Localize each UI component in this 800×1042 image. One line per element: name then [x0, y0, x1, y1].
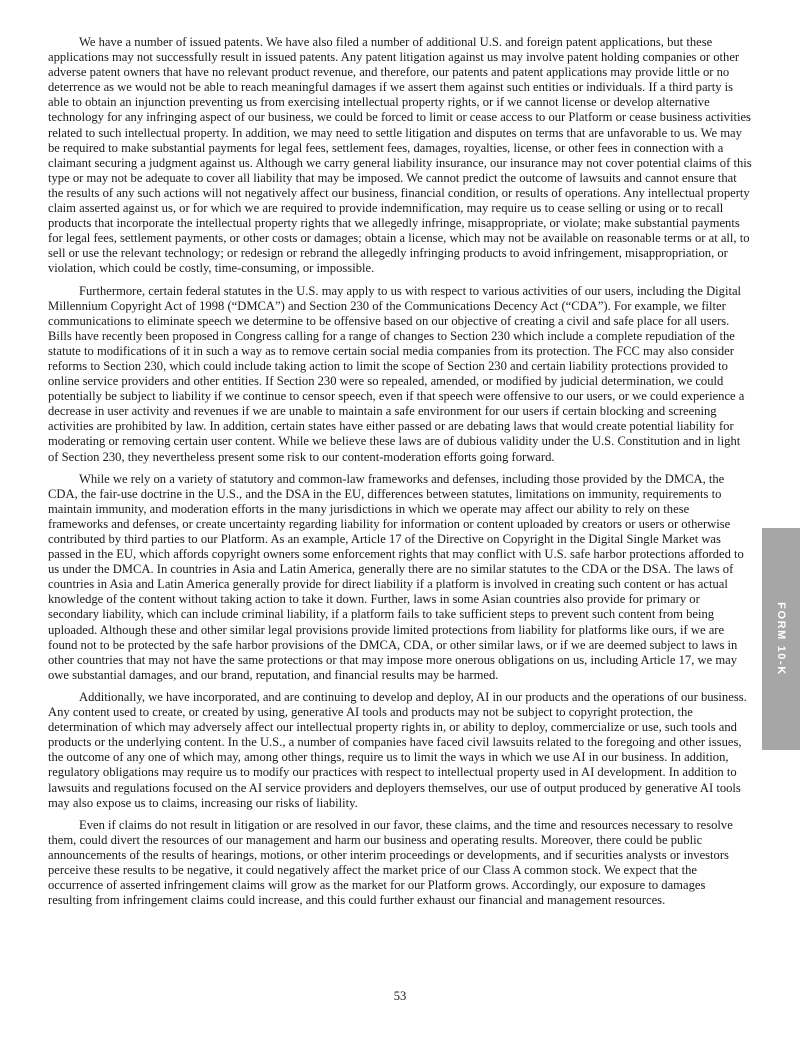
paragraph-ai: Additionally, we have incorporated, and are continuing to develop and deploy, AI in our products and the operations of our business. Any content used to create, or created by using, generative AI tools and products may not be subject to copyright protection, the determination of which may adversely affect our intellectual property rights in, or ability to deploy, commercialize or use, such tools and products or the underlying content. In the U.S., a number of companies have faced civil lawsuits related to the foregoing and other issues, the outcome of any one of which may, among other things, require us to limit the ways in which we use AI in our business. In addition, regulatory obligations may require us to modify our practices with respect to intellectual property used in AI development. In addition to lawsuits and regulations focused on the AI service providers and deployers themselves, our use of output produced by generative AI tools may also expose us to claims, increasing our risks of liability. [48, 689, 747, 810]
paragraph-federal-statutes: Furthermore, certain federal statutes in the U.S. may apply to us with respect to various activities of our users, including the Digital Millennium Copyright Act of 1998 (“DMCA”) and Section 230 of the Communications Decency Act (“CDA”). For example, we filter communications to eliminate speech we determine to be offensive based on our objective of creating a civil and safe place for all users. Bills have recently been proposed in Congress calling for a range of changes to Section 230 which include a complete repudiation of the statute to modifications of it in such a way as to remove certain social media companies from its protection. The FCC may also consider reforms to Section 230, which could include taking action to limit the scope of Section 230 and certain liability protections provided to online service providers and other entities. If Section 230 were so repealed, amended, or modified by judicial determination, we could potentially be subject to liability if we continue to censor speech, even if that speech were offensive to our users, or we could experience a decrease in user activity and revenues if we are unable to maintain a safe environment for our users if certain blocking and screening activities are prohibited by law. In addition, certain states have either passed or are debating laws that would create potential liability for moderating or removing certain user content. While we believe these laws are of dubious validity under the U.S. Constitution and in light of Section 230, they nevertheless present some risk to our content-moderation efforts going forward. [48, 283, 745, 464]
paragraph-claims-resources: Even if claims do not result in litigation or are resolved in our favor, these claims, and the time and resources necessary to resolve them, could divert the resources of our management and harm our business and operating results. Moreover, there could be public announcements of the results of hearings, motions, or other interim proceedings or developments, and if securities analysts or investors perceive these results to be negative, it could negatively affect the market price of our Class A common stock. We expect that the occurrence of asserted infringement claims will grow as the market for our Platform grows. Accordingly, our exposure to damages resulting from infringement claims could increase, and this could further exhaust our financial and management resources. [48, 817, 733, 908]
side-tab-label: FORM 10-K [775, 602, 787, 676]
document-body [48, 35, 752, 915]
page-number: 53 [393, 989, 407, 1003]
paragraph-legal-frameworks: While we rely on a variety of statutory and common-law frameworks and defenses, including those provided by the DMCA, the CDA, the fair-use doctrine in the U.S., and the DSA in the EU, differences between statutes, limitations on immunity, requirements to maintain immunity, and moderation efforts in the many jurisdictions in which we operate may affect our ability to rely on these frameworks and defenses, or create uncertainty regarding liability for information or content uploaded by creators or users or otherwise contributed by third parties to our Platform. As an example, Article 17 of the Directive on Copyright in the Digital Single Market was passed in the EU, which affords copyright owners some enforcement rights that may conflict with U.S. safe harbor protections afforded to us under the DMCA. In countries in Asia and Latin America, generally there are no similar statutes to the CDA or the DSA. The laws of countries in Asia and Latin America generally provide for direct liability if a platform is involved in creating such content or has actual knowledge of the content without taking action to take it down. Further, laws in some Asian countries also provide for primary or secondary liability, which can include criminal liability, if a platform fails to take sufficient steps to prevent such content from being uploaded. Although these and other similar legal provisions provide limited protections from liability for platforms like ours, if we are found not to be protected by the safe harbor provisions of the DMCA, CDA, or other similar laws, or if we are deemed subject to laws in other countries that may not have the same protections or that may impose more onerous obligations on us, including Article 17, we may owe substantial damages, and our brand, reputation, and financial results may be harmed. [48, 471, 744, 682]
form-10k-side-tab [762, 528, 800, 750]
paragraph-patents: We have a number of issued patents. We have also filed a number of additional U.S. and foreign patent applications, but these applications may not successfully result in issued patents. Any patent litigation against us may involve patent holding companies or other adverse patent owners that have no relevant product revenue, and therefore, our patents and patent applications may provide little or no deterrence as we would not be able to reach meaningful damages if we assert them against such entities or individuals. If a third party is able to obtain an injunction preventing us from exercising intellectual property rights, or if we cannot license or develop alternative technology for any infringing aspect of our business, we could be forced to limit or cease access to our Platform or cease business activities related to such intellectual property. In addition, we may need to settle litigation and disputes on terms that are unfavorable to us. We may be required to make substantial payments for legal fees, settlement fees, damages, royalties, license, or other fees in connection with a claimant securing a judgment against us. Although we carry general liability insurance, our insurance may not cover potential claims of this type or may not be adequate to cover all liability that may be imposed. We cannot predict the outcome of lawsuits and cannot ensure that the results of any such actions will not negatively affect our business, financial condition, or results of operations. Any intellectual property claim asserted against us, or for which we are required to provide indemnification, may require us to cease selling or using or to recall products that incorporate the intellectual property rights that we allegedly infringe, misappropriate, or violate; make substantial payments for legal fees, settlement payments, or other costs or damages; obtain a license, which may not be available on reasonable terms or at all, to sell or use the relevant technology; or redesign or rebrand the allegedly infringing products to avoid infringement, misappropriation, or violation, which could be costly, time-consuming, or impossible. [48, 35, 752, 276]
